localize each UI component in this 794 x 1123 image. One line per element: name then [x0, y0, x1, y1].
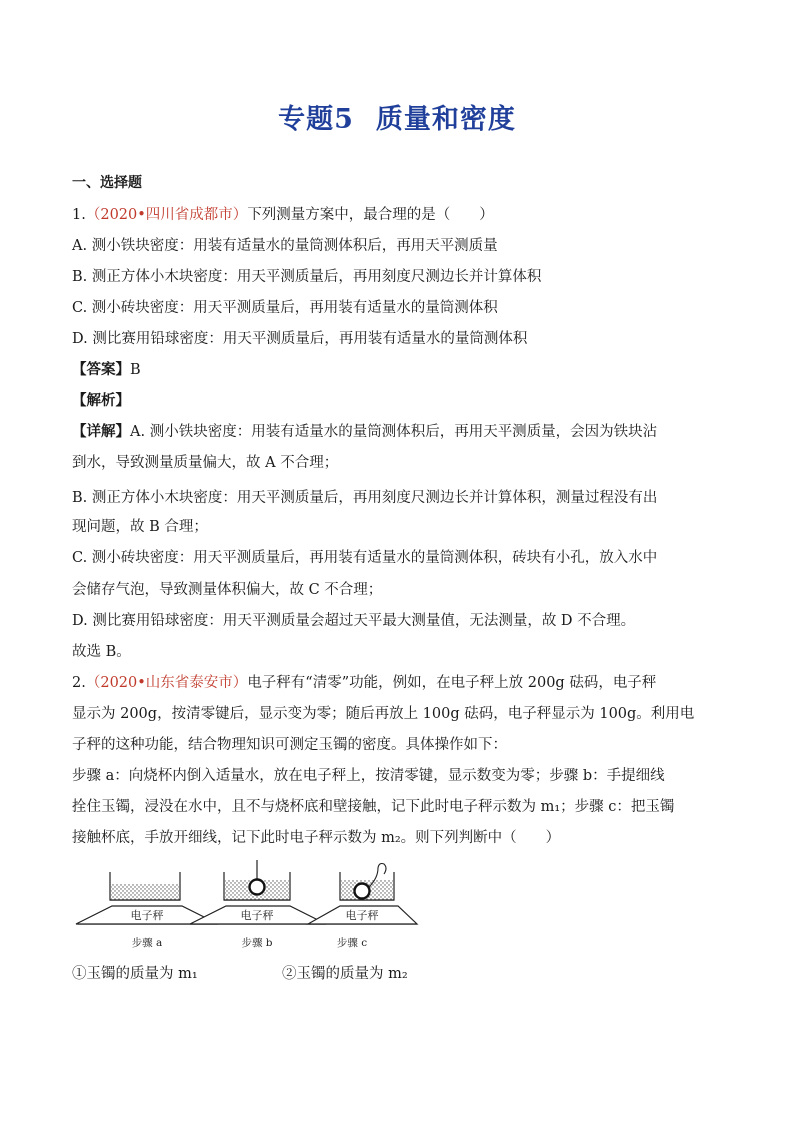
experiment-figure — [72, 860, 432, 950]
detail-line-2: 到水，导致测量质量偏大，故 A 不合理； — [72, 455, 339, 471]
q2-line-1 — [72, 673, 656, 693]
page-title — [0, 97, 794, 136]
water-a — [111, 884, 179, 900]
caption-step-a: 步骤 a — [131, 937, 163, 949]
q1-option-a: A. 测小铁块密度：用装有适量水的量筒测体积后，再用天平测质量 — [72, 238, 498, 254]
statement-2: ②玉镯的质量为 m₂ — [282, 966, 408, 982]
q2-line-5: 拴住玉镯，浸没在水中，且不与烧杯底和壁接触，记下此时电子秤示数为 m₁；步骤 c：把玉镯 — [72, 799, 675, 815]
detail-line-6: 会储存气泡，导致测量体积偏大，故 C 不合理； — [72, 582, 383, 598]
q2-line-3: 子秤的这种功能，结合物理知识可测定玉镯的密度。具体操作如下： — [72, 737, 507, 753]
q2-line-6: 接触杯底，手放开细线，记下此时电子秤示数为 m₂。则下列判断中（ ） — [72, 830, 561, 846]
detail-line-1 — [72, 422, 657, 442]
q2-text-1: 电子秤有“清零”功能，例如，在电子秤上放 200g 砝码，电子秤 — [247, 675, 657, 691]
q2-number: 2. — [72, 675, 86, 691]
q1-stem: 下列测量方案中，最合理的是（ ） — [247, 207, 494, 223]
detail-text-1: A. 测小铁块密度：用装有适量水的量筒测体积后，再用天平测质量，会因为铁块沾 — [130, 424, 658, 440]
detail-line-7: D. 测比赛用铅球密度：用天平测质量会超过天平最大测量值，无法测量，故 D 不合理。 — [72, 613, 636, 629]
q1-option-d: D. 测比赛用铅球密度：用天平测质量后，再用装有适量水的量筒测体积 — [72, 331, 528, 347]
setup-a — [76, 872, 218, 949]
detail-line-5: C. 测小砖块密度：用天平测质量后，再用装有适量水的量筒测体积，砖块有小孔，放入水中 — [72, 550, 658, 566]
scale-label-b: 电子秤 — [240, 909, 274, 922]
detail-line-8: 故选 B。 — [72, 644, 131, 660]
detail-line-3: B. 测正方体小木块密度：用天平测质量后，再用刻度尺测边长并计算体积，测量过程没有出 — [72, 490, 658, 506]
q1-source: （2020•四川省成都市） — [85, 207, 248, 223]
q2-source: （2020•山东省泰安市） — [85, 675, 248, 691]
bracelet-b — [250, 880, 265, 895]
q1-stem-line — [72, 205, 494, 225]
bracelet-c — [355, 884, 370, 899]
q1-number: 1. — [72, 207, 86, 223]
caption-step-c: 步骤 c — [336, 937, 368, 949]
section-heading: 一、选择题 — [72, 175, 142, 191]
q1-option-b: B. 测正方体小木块密度：用天平测质量后，再用刻度尺测边长并计算体积 — [72, 269, 542, 285]
detail-label: 【详解】 — [72, 423, 130, 440]
q2-line-2: 显示为 200g，按清零键后，显示变为零；随后再放上 100g 砝码，电子秤显示为 100g。利用电 — [72, 706, 695, 722]
setup-c — [308, 864, 417, 950]
analysis-label: 【解析】 — [72, 392, 130, 409]
title-number: 专题5 — [278, 104, 354, 135]
q1-option-c: C. 测小砖块密度：用天平测质量后，再用装有适量水的量筒测体积 — [72, 300, 498, 316]
statement-1: ①玉镯的质量为 m₁ — [72, 966, 198, 982]
detail-line-4: 现问题，故 B 合理； — [72, 519, 208, 535]
q1-answer-line — [72, 360, 141, 380]
scale-label-c: 电子秤 — [345, 909, 379, 922]
title-text: 质量和密度 — [375, 104, 516, 135]
q2-line-4: 步骤 a：向烧杯内倒入适量水，放在电子秤上，按清零键，显示数变为零；步骤 b：手提细线 — [72, 768, 665, 784]
answer-label: 【答案】 — [72, 361, 130, 378]
setup-b — [190, 860, 326, 949]
caption-step-b: 步骤 b — [241, 937, 273, 949]
answer-value: B — [130, 362, 141, 378]
scale-label-a: 电子秤 — [130, 909, 164, 922]
